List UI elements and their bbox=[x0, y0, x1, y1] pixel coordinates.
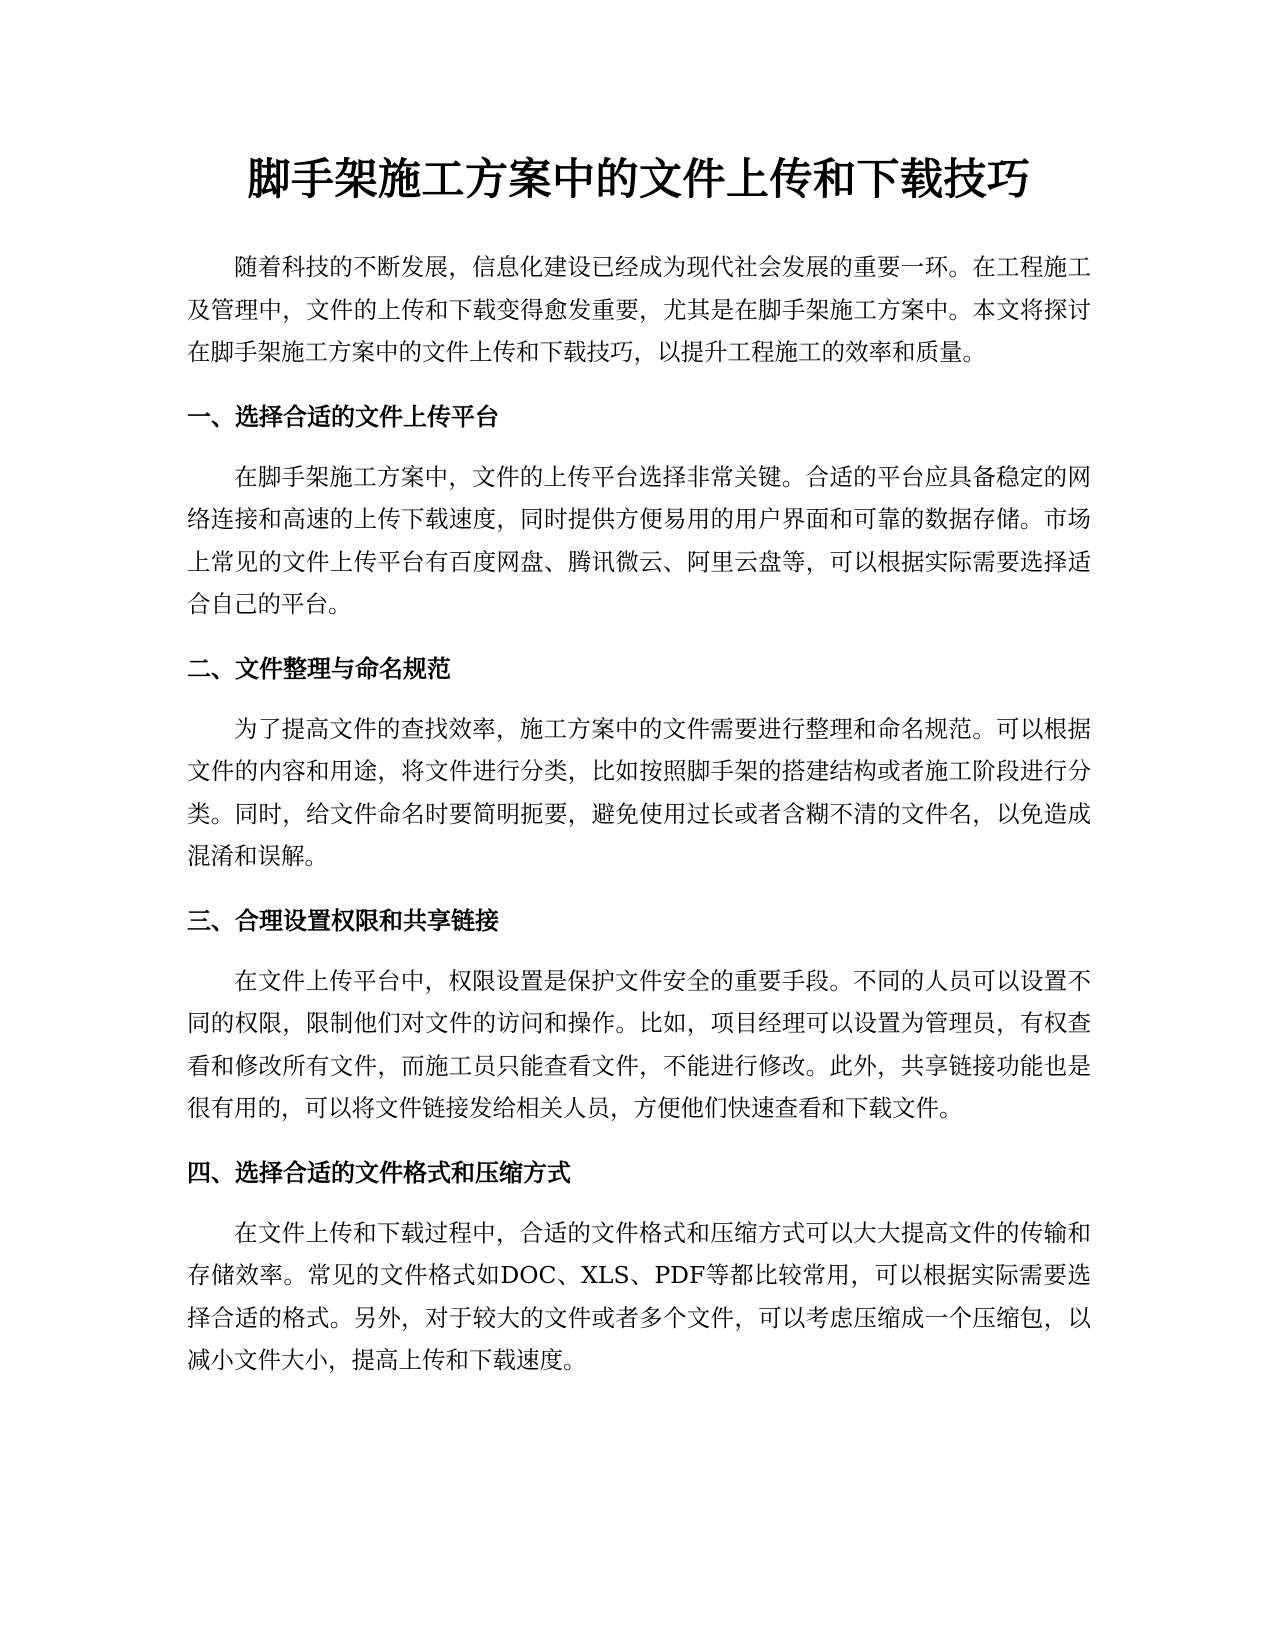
section-body-3: 在文件上传平台中，权限设置是保护文件安全的重要手段。不同的人员可以设置不同的权限，限制他们对文件的访问和操作。比如，项目经理可以设置为管理员，有权查看和修改所有文件，而施工员只能查看文件，不能进行修改。此外，共享链接功能也是很有用的，可以将文件链接发给相关人员，方便他们快速查看和下载文件。 bbox=[187, 966, 1091, 1122]
section-heading-3: 三、合理设置权限和共享链接 bbox=[187, 906, 499, 935]
intro-paragraph: 随着科技的不断发展，信息化建设已经成为现代社会发展的重要一环。在工程施工及管理中，文件的上传和下载变得愈发重要，尤其是在脚手架施工方案中。本文将探讨在脚手架施工方案中的文件上传和下载技巧，以提升工程施工的效率和质量。 bbox=[187, 253, 1091, 366]
section-heading-1: 一、选择合适的文件上传平台 bbox=[187, 402, 499, 431]
section-body-1: 在脚手架施工方案中，文件的上传平台选择非常关键。合适的平台应具备稳定的网络连接和高速的上传下载速度，同时提供方便易用的用户界面和可靠的数据存储。市场上常见的文件上传平台有百度网盘、腾讯微云、阿里云盘等，可以根据实际需要选择适合自己的平台。 bbox=[187, 462, 1091, 618]
section-heading-4: 四、选择合适的文件格式和压缩方式 bbox=[187, 1158, 571, 1187]
document-title: 脚手架施工方案中的文件上传和下载技巧 bbox=[247, 155, 1031, 205]
section-body-2: 为了提高文件的查找效率，施工方案中的文件需要进行整理和命名规范。可以根据文件的内容和用途，将文件进行分类，比如按照脚手架的搭建结构或者施工阶段进行分类。同时，给文件命名时要简明扼要，避免使用过长或者含糊不清的文件名，以免造成混淆和误解。 bbox=[187, 714, 1091, 870]
document-page bbox=[187, 150, 1091, 1405]
section-body-4: 在文件上传和下载过程中，合适的文件格式和压缩方式可以大大提高文件的传输和存储效率。常见的文件格式如DOC、XLS、PDF等都比较常用，可以根据实际需要选择合适的格式。另外，对于较大的文件或者多个文件，可以考虑压缩成一个压缩包，以减小文件大小，提高上传和下载速度。 bbox=[187, 1218, 1091, 1374]
section-heading-2: 二、文件整理与命名规范 bbox=[187, 654, 451, 683]
